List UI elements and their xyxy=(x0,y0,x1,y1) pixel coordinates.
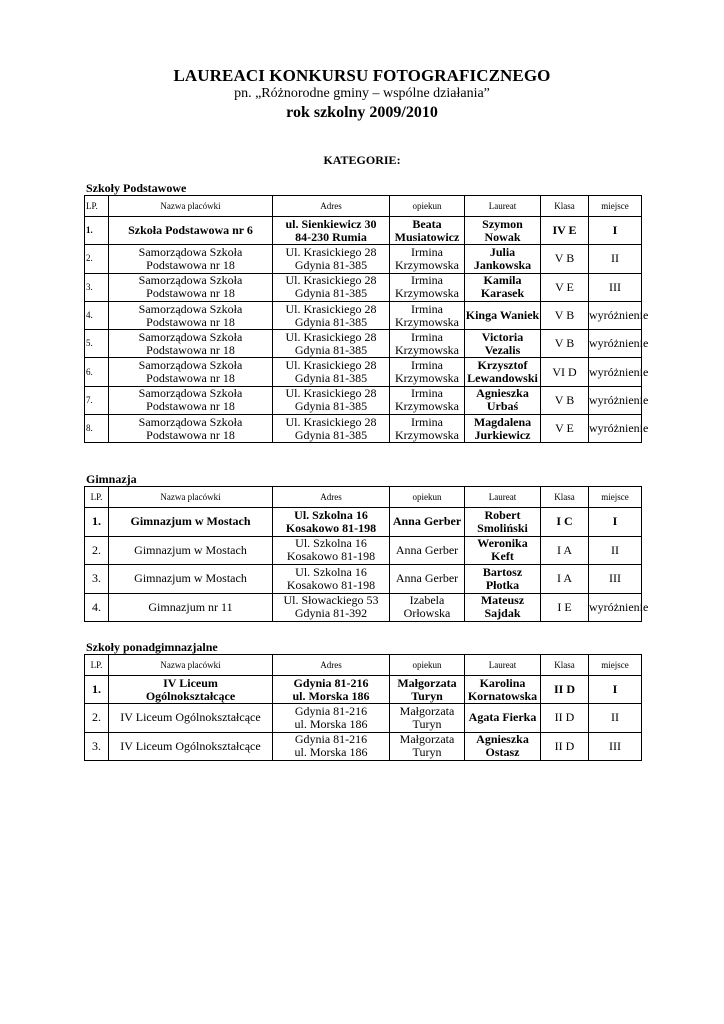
cell-class: V E xyxy=(541,415,589,443)
cell-school xyxy=(109,536,273,565)
cell-line: Samorządowa Szkoła xyxy=(138,414,243,429)
cell-line: Ul. Krasickiego 28 xyxy=(285,301,377,316)
document-subtitle: pn. „Różnorodne gminy – wspólne działania” xyxy=(234,86,490,101)
cell-line: IV Liceum Ogólnokształcące xyxy=(120,710,261,725)
cell-place: I xyxy=(589,217,642,245)
cell-line: 84-230 Rumia xyxy=(295,229,367,244)
cell-place: III xyxy=(589,273,642,301)
cell-line: Bartosz xyxy=(482,564,523,579)
cell-address xyxy=(273,386,390,414)
table-header-row xyxy=(85,487,642,508)
column-header-place: miejsce xyxy=(589,655,642,676)
categories-heading: KATEGORIE: xyxy=(323,153,401,167)
cell-line: Ul. Krasickiego 28 xyxy=(285,358,377,373)
cell-tutor xyxy=(390,676,465,704)
results-table-secondary xyxy=(84,654,642,761)
cell-line: Krzymowska xyxy=(395,427,459,442)
cell-lp: 1. xyxy=(85,676,109,704)
cell-address xyxy=(273,732,390,760)
cell-line: Anna Gerber xyxy=(395,542,459,557)
cell-line: IV Liceum Ogólnokształcące xyxy=(120,738,261,753)
cell-line: Samorządowa Szkoła xyxy=(138,301,243,316)
cell-line: Agata Fierka xyxy=(468,710,537,725)
table-row xyxy=(85,358,642,386)
cell-line: Ul. Krasickiego 28 xyxy=(285,414,377,429)
cell-address xyxy=(273,301,390,329)
cell-laureate xyxy=(465,565,541,594)
cell-class: I A xyxy=(541,565,589,594)
cell-laureate xyxy=(465,415,541,443)
column-header-lp: LP. xyxy=(85,196,109,217)
cell-line: Smoliński xyxy=(477,520,528,535)
cell-line: Turyn xyxy=(411,688,443,703)
results-table-primary xyxy=(84,195,649,443)
cell-line: Krzymowska xyxy=(395,314,459,329)
cell-line: Robert xyxy=(484,507,521,522)
cell-line: Ogólnokształcące xyxy=(145,688,236,703)
cell-line: Kinga Waniek xyxy=(465,308,540,323)
cell-lp: 8. xyxy=(85,415,109,443)
cell-lp: 3. xyxy=(85,565,109,594)
cell-line: ul. Sienkiewicz 30 xyxy=(285,216,377,231)
cell-laureate xyxy=(465,536,541,565)
cell-line: Szkoła Podstawowa nr 6 xyxy=(128,223,253,238)
cell-class: I A xyxy=(541,536,589,565)
cell-line: Krzymowska xyxy=(395,399,459,414)
cell-line: Podstawowa nr 18 xyxy=(146,371,235,386)
cell-school xyxy=(109,386,273,414)
cell-class: II D xyxy=(541,676,589,704)
column-header-tutor: opiekun xyxy=(390,487,465,508)
cell-line: Gimnazjum w Mostach xyxy=(130,514,251,529)
column-header-place: miejsce xyxy=(589,196,642,217)
cell-line: Małgorzata xyxy=(397,675,457,690)
table-row xyxy=(85,704,642,732)
cell-class: II D xyxy=(541,732,589,760)
cell-class: VI D xyxy=(541,358,589,386)
cell-line: ul. Morska 186 xyxy=(294,716,368,731)
cell-line: Turyn xyxy=(412,745,442,760)
cell-place: II xyxy=(589,536,642,565)
cell-line: Gdynia 81-392 xyxy=(294,606,368,621)
cell-line: Irmina xyxy=(411,244,443,259)
section-title-gymnasium: Gimnazja xyxy=(86,472,137,486)
column-header-lp: LP. xyxy=(85,487,109,508)
cell-tutor xyxy=(390,732,465,760)
cell-laureate xyxy=(465,217,541,245)
cell-address xyxy=(273,676,390,704)
column-header-place: miejsce xyxy=(589,487,642,508)
column-header-school: Nazwa placówki xyxy=(109,655,273,676)
cell-class: IV E xyxy=(541,217,589,245)
cell-address xyxy=(273,217,390,245)
cell-line: Krzymowska xyxy=(395,342,459,357)
cell-tutor xyxy=(390,415,465,443)
cell-school xyxy=(109,330,273,358)
cell-line: IV Liceum xyxy=(163,675,218,690)
cell-tutor xyxy=(390,358,465,386)
cell-address xyxy=(273,245,390,273)
table-row xyxy=(85,245,642,273)
cell-line: Ul. Krasickiego 28 xyxy=(285,273,377,288)
cell-school xyxy=(109,415,273,443)
cell-line: Samorządowa Szkoła xyxy=(138,386,243,401)
cell-place: wyróżnienie xyxy=(589,330,642,358)
cell-line: Irmina xyxy=(411,414,443,429)
cell-school xyxy=(109,273,273,301)
cell-line: Keft xyxy=(491,549,514,564)
table-row xyxy=(85,593,642,622)
cell-school xyxy=(109,301,273,329)
table-row xyxy=(85,301,642,329)
cell-line: Szymon xyxy=(482,216,523,231)
table-row xyxy=(85,536,642,565)
cell-address xyxy=(273,508,390,537)
cell-line: Irmina xyxy=(411,301,443,316)
cell-line: Julia xyxy=(489,244,516,259)
cell-class: I E xyxy=(541,593,589,622)
cell-line: Urbaś xyxy=(486,399,519,414)
cell-line: Karolina xyxy=(479,675,526,690)
cell-school xyxy=(109,732,273,760)
cell-lp: 2. xyxy=(85,245,109,273)
column-header-class: Klasa xyxy=(541,196,589,217)
cell-line: Kornatowska xyxy=(467,688,538,703)
cell-laureate xyxy=(465,676,541,704)
cell-lp: 3. xyxy=(85,273,109,301)
cell-line: Victoria xyxy=(481,329,524,344)
cell-school xyxy=(109,508,273,537)
cell-line: ul. Morska 186 xyxy=(294,745,368,760)
table-row xyxy=(85,508,642,537)
cell-laureate xyxy=(465,704,541,732)
cell-line: Gdynia 81-216 xyxy=(294,703,368,718)
cell-lp: 4. xyxy=(85,593,109,622)
cell-place: III xyxy=(589,565,642,594)
cell-address xyxy=(273,358,390,386)
cell-line: Krzymowska xyxy=(395,371,459,386)
table-row xyxy=(85,676,642,704)
cell-place: wyróżnienie xyxy=(589,415,642,443)
column-header-class: Klasa xyxy=(541,487,589,508)
cell-tutor xyxy=(390,386,465,414)
cell-line: Krzysztof xyxy=(477,358,528,373)
cell-line: Samorządowa Szkoła xyxy=(138,273,243,288)
document-title: LAUREACI KONKURSU FOTOGRAFICZNEGO xyxy=(173,66,551,85)
cell-lp: 1. xyxy=(85,508,109,537)
cell-place: I xyxy=(589,508,642,537)
cell-line: Ostasz xyxy=(485,745,520,760)
cell-line: Beata xyxy=(412,216,442,231)
cell-laureate xyxy=(465,732,541,760)
cell-address xyxy=(273,273,390,301)
cell-line: Agnieszka xyxy=(476,732,529,747)
cell-tutor xyxy=(390,330,465,358)
cell-lp: 5. xyxy=(85,330,109,358)
cell-laureate xyxy=(465,273,541,301)
table-row xyxy=(85,273,642,301)
cell-line: Podstawowa nr 18 xyxy=(146,399,235,414)
cell-tutor xyxy=(390,508,465,537)
table-row xyxy=(85,330,642,358)
cell-line: Izabela xyxy=(409,593,445,608)
cell-line: Krzymowska xyxy=(395,286,459,301)
cell-line: Irmina xyxy=(411,386,443,401)
cell-line: Agnieszka xyxy=(476,386,529,401)
column-header-class: Klasa xyxy=(541,655,589,676)
cell-line: Gdynia 81-385 xyxy=(294,371,368,386)
cell-line: Gdynia 81-385 xyxy=(294,342,368,357)
cell-tutor xyxy=(390,245,465,273)
cell-line: Małgorzata xyxy=(399,732,455,747)
cell-line: Kosakowo 81-198 xyxy=(286,577,376,592)
cell-line: Ul. Szkolna 16 xyxy=(294,507,368,522)
cell-line: Anna Gerber xyxy=(395,571,459,586)
cell-line: Gdynia 81-385 xyxy=(294,314,368,329)
cell-place: I xyxy=(589,676,642,704)
column-header-laureate: Laureat xyxy=(465,655,541,676)
table-header-row xyxy=(85,196,642,217)
cell-line: Orłowska xyxy=(403,606,451,621)
column-header-school: Nazwa placówki xyxy=(109,487,273,508)
school-year: rok szkolny 2009/2010 xyxy=(286,104,438,121)
cell-school xyxy=(109,245,273,273)
cell-laureate xyxy=(465,245,541,273)
cell-line: Sajdak xyxy=(484,606,521,621)
cell-class: V B xyxy=(541,386,589,414)
cell-line: Kosakowo 81-198 xyxy=(286,549,376,564)
cell-line: Jurkiewicz xyxy=(474,427,531,442)
cell-address xyxy=(273,704,390,732)
cell-line: ul. Morska 186 xyxy=(292,688,370,703)
cell-tutor xyxy=(390,704,465,732)
cell-line: Gdynia 81-385 xyxy=(294,427,368,442)
cell-laureate xyxy=(465,508,541,537)
cell-laureate xyxy=(465,330,541,358)
cell-school xyxy=(109,593,273,622)
cell-line: Ul. Krasickiego 28 xyxy=(285,329,377,344)
cell-line: Gimnazjum nr 11 xyxy=(148,599,233,614)
cell-address xyxy=(273,565,390,594)
cell-line: Ul. Słowackiego 53 xyxy=(283,593,379,608)
cell-lp: 3. xyxy=(85,732,109,760)
cell-place: wyróżnienie xyxy=(589,358,642,386)
cell-line: Gdynia 81-216 xyxy=(293,675,369,690)
column-header-address: Adres xyxy=(273,655,390,676)
cell-laureate xyxy=(465,358,541,386)
cell-place: wyróżnienie xyxy=(589,386,642,414)
table-row xyxy=(85,732,642,760)
cell-line: Gimnazjum w Mostach xyxy=(134,542,247,557)
cell-tutor xyxy=(390,565,465,594)
cell-class: V B xyxy=(541,330,589,358)
cell-line: Samorządowa Szkoła xyxy=(138,329,243,344)
cell-class: V B xyxy=(541,301,589,329)
cell-line: Lewandowski xyxy=(467,371,538,386)
cell-line: Płotka xyxy=(485,577,520,592)
cell-line: Musiatowicz xyxy=(394,229,460,244)
cell-line: Jankowska xyxy=(473,257,532,272)
cell-line: Podstawowa nr 18 xyxy=(146,342,235,357)
cell-address xyxy=(273,593,390,622)
cell-line: Ul. Szkolna 16 xyxy=(295,564,367,579)
cell-lp: 2. xyxy=(85,536,109,565)
cell-tutor xyxy=(390,593,465,622)
cell-line: Gdynia 81-216 xyxy=(294,732,368,747)
cell-school xyxy=(109,565,273,594)
cell-tutor xyxy=(390,536,465,565)
cell-line: Podstawowa nr 18 xyxy=(146,314,235,329)
cell-place: II xyxy=(589,704,642,732)
column-header-address: Adres xyxy=(273,196,390,217)
cell-line: Małgorzata xyxy=(399,703,455,718)
cell-lp: 2. xyxy=(85,704,109,732)
cell-line: Vezalis xyxy=(484,342,521,357)
column-header-address: Adres xyxy=(273,487,390,508)
table-row xyxy=(85,415,642,443)
cell-tutor xyxy=(390,273,465,301)
cell-line: Kamila xyxy=(483,273,522,288)
cell-line: Kosakowo 81-198 xyxy=(285,520,377,535)
cell-tutor xyxy=(390,301,465,329)
cell-line: Magdalena xyxy=(473,414,532,429)
cell-line: Samorządowa Szkoła xyxy=(138,244,243,259)
cell-lp: 7. xyxy=(85,386,109,414)
cell-line: Mateusz xyxy=(480,593,525,608)
cell-tutor xyxy=(390,217,465,245)
cell-line: Nowak xyxy=(484,229,521,244)
cell-line: Gdynia 81-385 xyxy=(294,399,368,414)
cell-school xyxy=(109,358,273,386)
cell-address xyxy=(273,330,390,358)
column-header-laureate: Laureat xyxy=(465,196,541,217)
section-title-secondary: Szkoły ponadgimnazjalne xyxy=(86,640,218,654)
cell-line: Ul. Krasickiego 28 xyxy=(285,244,377,259)
cell-address xyxy=(273,415,390,443)
cell-line: Ul. Krasickiego 28 xyxy=(285,386,377,401)
table-row xyxy=(85,386,642,414)
section-title-primary: Szkoły Podstawowe xyxy=(86,181,187,195)
column-header-tutor: opiekun xyxy=(390,655,465,676)
cell-class: II D xyxy=(541,704,589,732)
cell-line: Podstawowa nr 18 xyxy=(146,257,235,272)
cell-line: Irmina xyxy=(411,358,443,373)
cell-place: II xyxy=(589,245,642,273)
table-row xyxy=(85,217,642,245)
cell-laureate xyxy=(465,593,541,622)
column-header-laureate: Laureat xyxy=(465,487,541,508)
results-table-gymnasium xyxy=(84,486,649,622)
cell-class: V B xyxy=(541,245,589,273)
cell-address xyxy=(273,536,390,565)
cell-place: wyróżnienie xyxy=(589,301,642,329)
cell-lp: 1. xyxy=(85,217,109,245)
cell-school xyxy=(109,217,273,245)
column-header-lp: LP. xyxy=(85,655,109,676)
cell-laureate xyxy=(465,386,541,414)
cell-laureate xyxy=(465,301,541,329)
cell-class: V E xyxy=(541,273,589,301)
cell-line: Krzymowska xyxy=(395,257,459,272)
cell-line: Ul. Szkolna 16 xyxy=(295,536,367,551)
cell-school xyxy=(109,676,273,704)
cell-line: Irmina xyxy=(411,329,443,344)
cell-line: Anna Gerber xyxy=(392,514,462,529)
table-header-row xyxy=(85,655,642,676)
cell-place: III xyxy=(589,732,642,760)
cell-lp: 4. xyxy=(85,301,109,329)
column-header-tutor: opiekun xyxy=(390,196,465,217)
cell-line: Karasek xyxy=(480,286,525,301)
cell-line: Gdynia 81-385 xyxy=(294,257,368,272)
cell-class: I C xyxy=(541,508,589,537)
cell-place: wyróżnienie xyxy=(589,593,642,622)
cell-line: Samorządowa Szkoła xyxy=(138,358,243,373)
cell-lp: 6. xyxy=(85,358,109,386)
cell-line: Podstawowa nr 18 xyxy=(146,286,235,301)
cell-line: Irmina xyxy=(411,273,443,288)
cell-line: Podstawowa nr 18 xyxy=(146,427,235,442)
table-row xyxy=(85,565,642,594)
column-header-school: Nazwa placówki xyxy=(109,196,273,217)
cell-school xyxy=(109,704,273,732)
cell-line: Turyn xyxy=(412,716,442,731)
cell-line: Gdynia 81-385 xyxy=(294,286,368,301)
cell-line: Weronika xyxy=(477,536,528,551)
cell-line: Gimnazjum w Mostach xyxy=(134,571,247,586)
